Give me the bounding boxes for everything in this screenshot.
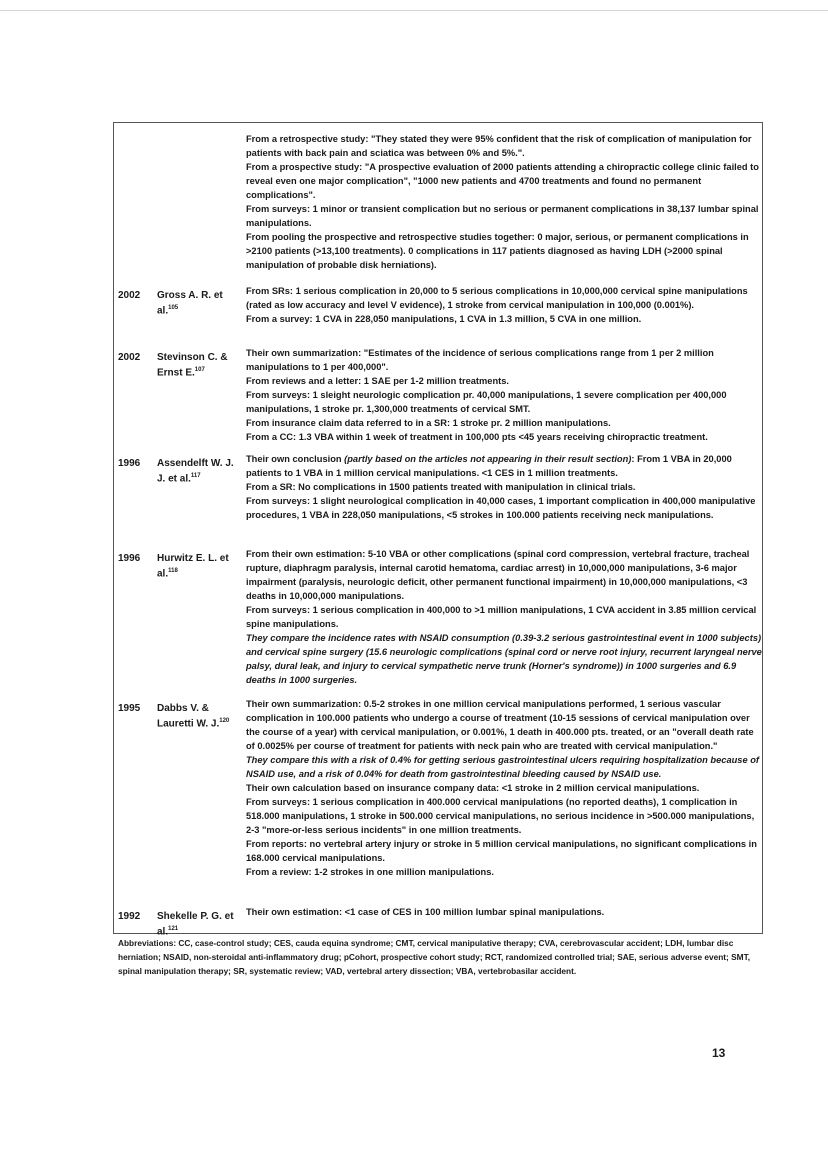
entry-label: Their own conclusion xyxy=(246,454,342,464)
entry-text: 5-10 VBA or other complications (spinal cord compression, vertebral fracture, tracheal rupture, diaphragm paralysis, internal carotid hematoma, cardiac arrest) in 10,000,000 manipulations, 3-6 major impairment (paralysis, neurologic deficit, other permanent functional impairment) in 10,000,000 manipulations, <3 deaths in 10,000,000 manipulations. xyxy=(246,549,750,601)
description-entry xyxy=(246,480,762,494)
entry-text: 1 CVA in 228,050 manipulations, 1 CVA in 1.3 million, 5 CVA in one million. xyxy=(312,314,642,324)
entry-text: no vertebral artery injury or stroke in 5 million cervical manipulations, no significant complications in 168.000 cervical manipulations. xyxy=(246,839,757,863)
row-year: 2002 xyxy=(118,352,141,363)
description-entry xyxy=(246,837,762,865)
description-entry xyxy=(246,603,762,631)
row-author-reference: 117 xyxy=(190,473,201,479)
entry-label: Their own estimation: xyxy=(246,907,343,917)
entry-text: 1.3 VBA within 1 week of treatment in 100,000 pts <45 years receiving chiropractic treatment. xyxy=(296,432,708,442)
entry-label: From a survey: xyxy=(246,314,313,324)
entry-label: Their own calculation based on insurance company data: xyxy=(246,783,500,793)
row-author-reference: 107 xyxy=(194,367,205,373)
row-description xyxy=(246,905,762,919)
description-entry xyxy=(246,865,762,879)
entry-text: 0 major, serious, or permanent complications in >2100 patients (>13,100 treatments). 0 complications in 117 patients diagnosed as having LDH (>2000 spinal manipulation of probable disk herniations). xyxy=(246,232,749,270)
entry-text: 1 serious complication in 400.000 cervical manipulations (no reported deaths), 1 complication in 518.000 manipulations, 1 stroke in 500.000 cervical manipulations, no serious incidence in >500.000 manipulations, 2-3 "more-or-less serious incidents" in one million treatments. xyxy=(246,797,755,835)
description-entry xyxy=(246,631,762,687)
entry-label: From reviews and a letter: xyxy=(246,376,362,386)
entry-text: 1-2 strokes in one million manipulations. xyxy=(311,867,494,877)
entry-text: No complications in 1500 patients treated with manipulation in clinical trials. xyxy=(295,482,636,492)
row-author-name: Assendelft W. J. J. et al. xyxy=(157,458,234,485)
row-author-name: Dabbs V. & Lauretti W. J. xyxy=(157,703,220,730)
entry-text: 0.5-2 strokes in one million cervical manipulations performed, 1 serious vascular complication in 100.000 patients who undergo a course of treatment (10-15 sessions of cervical manipulation over the course of a year) with cervical manipulation, or 0.001%, 1 death in 400.000 pts. treated, or an "overall death rate of 0.0025% per course of treatment for patients with neck pain who are treated with cervical manipulation." xyxy=(246,699,754,751)
row-author-reference: 118 xyxy=(168,568,178,574)
entry-label: From insurance claim data referred to in a SR: xyxy=(246,418,451,428)
row-author-reference: 120 xyxy=(219,718,230,724)
description-entry xyxy=(246,697,762,753)
entry-text: 1 SAE per 1-2 million treatments. xyxy=(361,376,509,386)
entry-label: Their own summarization: xyxy=(246,699,362,709)
entry-label: From surveys: xyxy=(246,797,311,807)
entry-label: From surveys: xyxy=(246,390,311,400)
entry-label-note xyxy=(342,454,632,464)
row-description xyxy=(246,284,762,326)
description-entry xyxy=(246,388,762,416)
description-entry xyxy=(246,795,762,837)
page-number: 13 xyxy=(712,1046,726,1060)
entry-label: From surveys: xyxy=(246,496,311,506)
description-entry xyxy=(246,202,762,230)
entry-label: From a prospective study: xyxy=(246,162,363,172)
entry-label: From a retrospective study: xyxy=(246,134,369,144)
entry-label: From their own estimation: xyxy=(246,549,366,559)
row-year: 1992 xyxy=(118,911,141,922)
entry-text: "A prospective evaluation of 2000 patients attending a chiropractic college clinic failed to reveal even one major complication", "1000 new patients and 4700 treatments and found no permanent complications". xyxy=(246,162,759,200)
description-entry xyxy=(246,416,762,430)
row-author xyxy=(157,703,239,730)
entry-text: 1 slight neurological complication in 40,000 cases, 1 important complication in 400,000 manipulative procedures, 1 VBA in 228,050 manipulations, <5 strokes in 100.000 patients receiving neck manipulations. xyxy=(246,496,756,520)
entry-text: : From 1 VBA in 20,000 patients to 1 VBA in 1 million cervical manipulations. <1 CES in 1 million treatments. xyxy=(246,454,732,478)
entry-label: From a review: xyxy=(246,867,312,877)
entry-text: They compare the incidence rates with NSAID consumption (0.39-3.2 serious gastrointestinal event in 1000 subjects) and cervical spine surgery (15.6 neurologic complications (spinal cord or nerve root injury, recurrent laryngeal nerve palsy, dural leak, and injury to cervical sympathetic nerve trunk (Horner's syndrome)) in 1000 surgeries and 6.9 deaths in 1000 surgeries. xyxy=(246,633,762,685)
entry-text: 1 serious complication in 20,000 to 5 serious complications in 10,000,000 cervical spine manipulations (rated as low accuracy and level V evidence), 1 stroke from cervical manipulation in 100,000 (0.001%). xyxy=(246,286,748,310)
entry-text: "Estimates of the incidence of serious complications range from 1 per 2 million manipulations to 1 per 400,000". xyxy=(246,348,714,372)
description-entry xyxy=(246,905,762,919)
entry-label: From surveys: xyxy=(246,204,311,214)
description-entry xyxy=(246,547,762,603)
entry-label: From pooling the prospective and retrospective studies together: xyxy=(246,232,535,242)
row-description xyxy=(246,132,762,272)
description-entry xyxy=(246,753,762,781)
abbreviations-footnote: Abbreviations: CC, case-control study; CES, cauda equina syndrome; CMT, cervical manipulative therapy; CVA, cerebrovascular accident; LDH, lumbar disc herniation; NSAID, non-steroidal anti-inflammatory drug; pCohort, prospective cohort study; RCT, randomized controlled trial; SAE, serious adverse event; SMT, spinal manipulation therapy; SR, systematic review; VAD, vertebral artery dissection; VBA, vertebrobasilar accident. xyxy=(118,938,751,976)
row-description xyxy=(246,697,762,879)
row-year: 1996 xyxy=(118,553,141,564)
entry-text: "They stated they were 95% confident that the risk of complication of manipulation for patients with back pain and sciatica was between 0% and 5%.". xyxy=(246,134,752,158)
description-entry xyxy=(246,346,762,374)
entry-text: 1 minor or transient complication but no serious or permanent complications in 38,137 lumbar spinal manipulations. xyxy=(246,204,759,228)
row-author xyxy=(157,352,239,379)
entry-label: Their own summarization: xyxy=(246,348,362,358)
row-author-name: Hurwitz E. L. et al. xyxy=(157,553,229,580)
entry-label: From a SR: xyxy=(246,482,296,492)
entry-label-note-text: (partly based on the articles not appearing in their result section) xyxy=(344,454,632,464)
description-entry xyxy=(246,312,762,326)
row-author-name: Shekelle P. G. et al. xyxy=(157,911,234,938)
row-author xyxy=(157,553,239,580)
row-author-reference: 121 xyxy=(168,926,179,932)
row-author xyxy=(157,458,239,485)
description-entry xyxy=(246,452,762,480)
entry-text: <1 stroke in 2 million cervical manipulations. xyxy=(499,783,700,793)
row-description xyxy=(246,452,762,522)
entry-text: 1 stroke pr. 2 million manipulations. xyxy=(450,418,611,428)
row-author xyxy=(157,290,239,317)
description-entry xyxy=(246,284,762,312)
entry-label: From SRs: xyxy=(246,286,294,296)
entry-label: From reports: xyxy=(246,839,307,849)
entry-text: <1 case of CES in 100 million lumbar spinal manipulations. xyxy=(342,907,605,917)
entry-text: 1 serious complication in 400,000 to >1 million manipulations, 1 CVA accident in 3.85 million cervical spine manipulations. xyxy=(246,605,757,629)
row-year: 2002 xyxy=(118,290,141,301)
description-entry xyxy=(246,781,762,795)
row-year: 1996 xyxy=(118,458,141,469)
description-entry xyxy=(246,160,762,202)
row-year: 1995 xyxy=(118,703,141,714)
description-entry xyxy=(246,494,762,522)
entry-text: 1 sleight neurologic complication pr. 40,000 manipulations, 1 severe complication per 400,000 manipulations, 1 stroke pr. 1,300,000 treatments of cervical SMT. xyxy=(246,390,727,414)
row-author-name: Gross A. R. et al. xyxy=(157,290,223,317)
row-author xyxy=(157,911,239,938)
top-rule xyxy=(0,10,828,11)
description-entry xyxy=(246,230,762,272)
row-description xyxy=(246,547,762,687)
entry-label: From a CC: xyxy=(246,432,297,442)
row-author-name: Stevinson C. & Ernst E. xyxy=(157,352,228,379)
description-entry xyxy=(246,374,762,388)
row-author-reference: 105 xyxy=(168,305,179,311)
description-entry xyxy=(246,430,762,444)
entry-label: From surveys: xyxy=(246,605,311,615)
description-entry xyxy=(246,132,762,160)
row-description xyxy=(246,346,762,444)
entry-text: They compare this with a risk of 0.4% for getting serious gastrointestinal ulcers requiring hospitalization because of NSAID use, and a risk of 0.04% for death from gastrointestinal bleeding caused by NSAID use. xyxy=(246,755,759,779)
